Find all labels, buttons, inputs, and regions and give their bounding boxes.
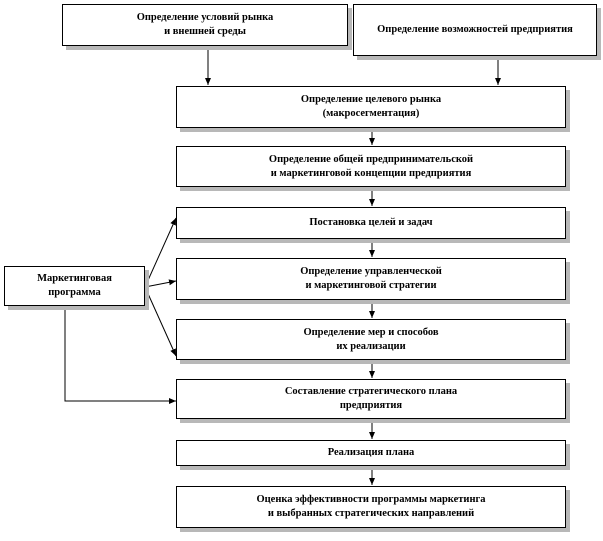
arrow-marketing-program-to-goals	[145, 218, 176, 287]
node-effectiveness-evaluation: Оценка эффективности программы маркетинга и выбранных стратегических направлений	[176, 486, 566, 528]
node-business-concept: Определение общей предпринимательской и маркетинговой концепции предприятия	[176, 146, 566, 187]
node-target-market: Определение целевого рынка (макросегментация)	[176, 86, 566, 128]
node-strategic-plan: Составление стратегического плана предприятия	[176, 379, 566, 419]
node-measures-methods: Определение мер и способов их реализации	[176, 319, 566, 360]
node-management-strategy: Определение управленческой и маркетинговой стратегии	[176, 258, 566, 300]
arrow-marketing-program-to-strategic-plan	[65, 306, 176, 401]
arrow-marketing-program-to-measures	[145, 287, 176, 356]
node-enterprise-capabilities: Определение возможностей предприятия	[353, 4, 597, 56]
node-market-conditions: Определение условий рынка и внешней среды	[62, 4, 348, 46]
node-plan-implementation: Реализация плана	[176, 440, 566, 466]
arrow-marketing-program-to-management-strategy	[145, 281, 176, 287]
node-goals-tasks: Постановка целей и задач	[176, 207, 566, 239]
node-marketing-program: Маркетинговая программа	[4, 266, 145, 306]
